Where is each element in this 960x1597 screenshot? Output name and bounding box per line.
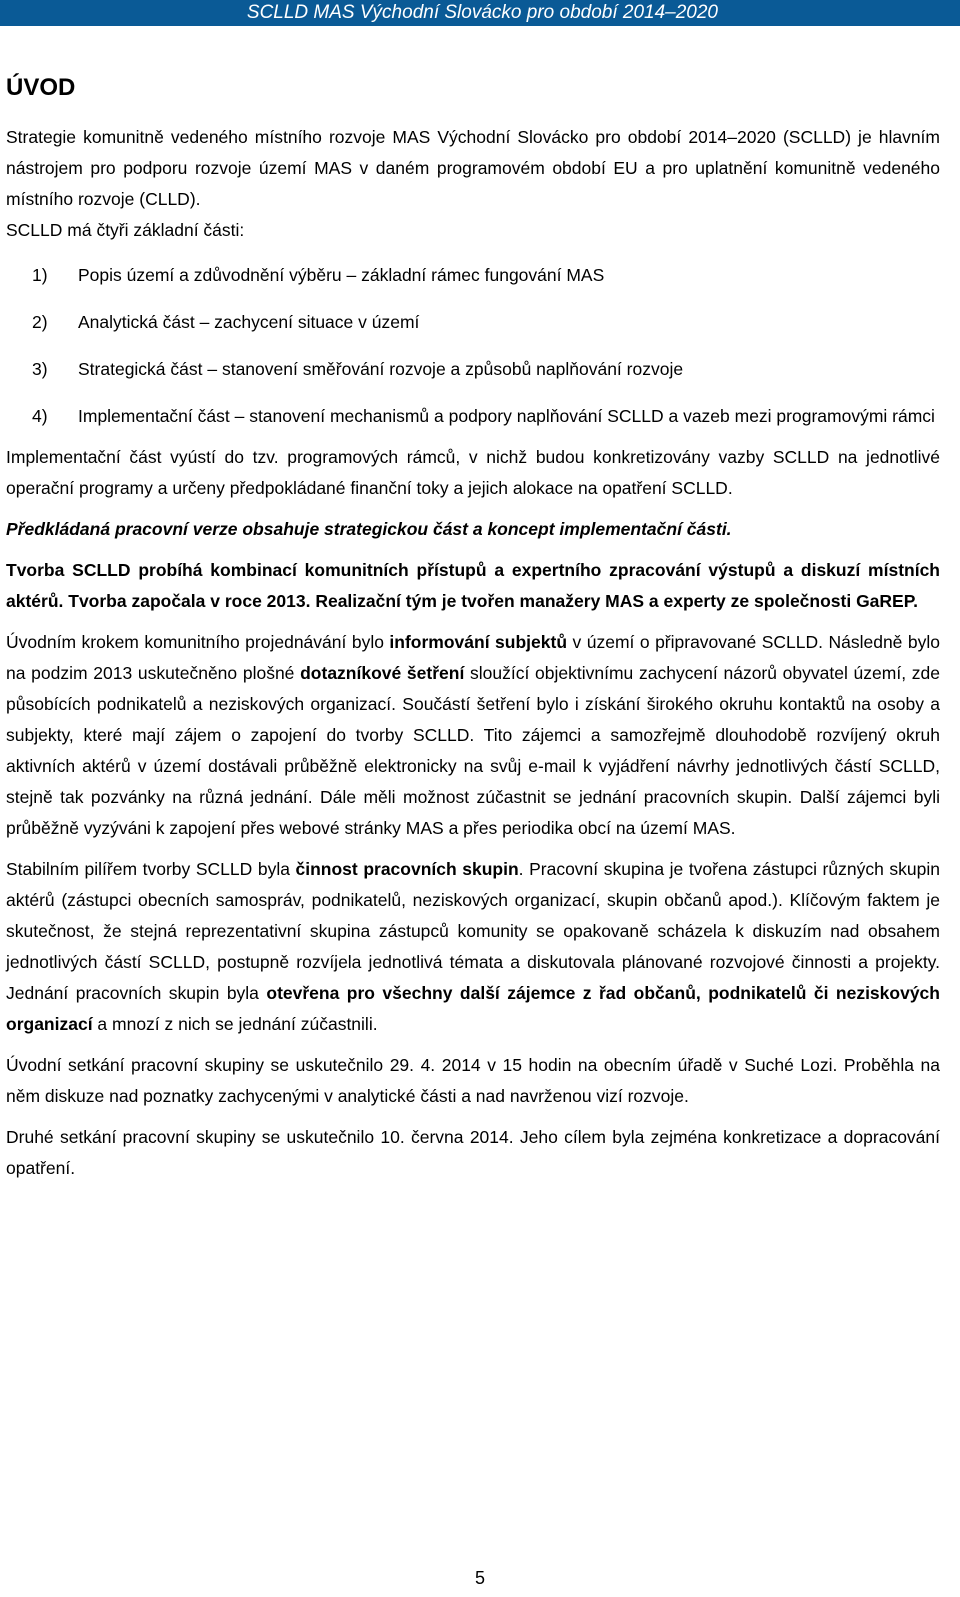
- document-body: [6, 68, 940, 1184]
- list-item-number: 2): [32, 312, 48, 332]
- emphasis-survey: dotazníkové šetření: [300, 663, 465, 683]
- text-run: v území o připravované SCLLD. Následně bylo na podzim 2013 uskutečněno plošné: [6, 632, 940, 683]
- parts-intro: SCLLD má čtyři základní části:: [6, 220, 245, 240]
- list-item-number: 4): [32, 406, 48, 426]
- parts-list: [6, 260, 940, 432]
- list-item: [6, 354, 940, 385]
- creation-paragraph: Tvorba SCLLD probíhá kombinací komunitních přístupů a expertního zpracování výstupů a diskuzí místních aktérů. Tvorba započala v roce 2013. Realizační tým je tvořen manažery MAS a experty ze společnosti GaREP.: [6, 560, 940, 611]
- list-item-number: 3): [32, 359, 48, 379]
- text-run: a mnozí z nich se jednání zúčastnili.: [92, 1014, 378, 1034]
- implementation-paragraph: Implementační část vyústí do tzv. programových rámců, v nichž budou konkretizovány vazby SCLLD na jednotlivé operační programy a určeny předpokládané finanční toky a jejich alokace na opatření SCLLD.: [6, 447, 940, 498]
- meeting-2-paragraph: Druhé setkání pracovní skupiny se uskutečnilo 10. června 2014. Jeho cílem byla zejména konkretizace a dopracování opatření.: [6, 1127, 940, 1178]
- header-title: SCLLD MAS Východní Slovácko pro období 2014–2020: [246, 2, 718, 23]
- list-item-number: 1): [32, 265, 48, 285]
- page-header: [0, 0, 960, 26]
- working-version-note: Předkládaná pracovní verze obsahuje strategickou část a koncept implementační části.: [6, 519, 732, 539]
- text-run: . Pracovní skupina je tvořena zástupci různých skupin aktérů (zástupci obecních samospráv, podnikatelů, neziskových organizací, skupin občanů apod.). Klíčovým faktem je skutečnost, že stejná reprezentativní skupina zástupců komunity se opakovaně scházela k diskuzím nad obsahem jednotlivých částí SCLLD, postupně rozvíjela jednotlivá témata a diskutovala plánované rozvojové činnosti a projekty. Jednání pracovních skupin byla: [6, 859, 940, 1003]
- list-item-text: Strategická část – stanovení směřování rozvoje a způsobů naplňování rozvoje: [78, 359, 684, 379]
- pillar-paragraph: [6, 854, 940, 1040]
- emphasis-working-groups: činnost pracovních skupin: [295, 859, 519, 879]
- list-item: [6, 260, 940, 291]
- meeting-1-paragraph: Úvodní setkání pracovní skupiny se uskutečnilo 29. 4. 2014 v 15 hodin na obecním úřadě v Suché Lozi. Proběhla na něm diskuze nad poznatky zachycenými v analytické části a nad navrženou vizí rozvoje.: [6, 1055, 940, 1106]
- emphasis-informing: informování subjektů: [389, 632, 568, 652]
- list-item-text: Popis území a zdůvodnění výběru – základní rámec fungování MAS: [78, 265, 605, 285]
- community-paragraph: [6, 627, 940, 844]
- section-heading: ÚVOD: [6, 74, 76, 101]
- list-item-text: Implementační část – stanovení mechanismů a podpory naplňování SCLLD a vazeb mezi programovými rámci: [78, 406, 935, 426]
- list-item-text: Analytická část – zachycení situace v území: [78, 312, 420, 332]
- list-item: [6, 307, 940, 338]
- page-number: 5: [474, 1568, 485, 1588]
- list-item: [6, 401, 940, 432]
- text-run: sloužící objektivnímu zachycení názorů obyvatel území, zde působících podnikatelů a neziskových organizací. Součástí šetření bylo i získání širokého okruhu kontaktů na osoby a subjekty, které mají zájem o zapojení do tvorby SCLLD. Tito zájemci a samozřejmě dlouhodobě rozvíjený okruh aktivních aktérů v území dostávali průběžně elektronicky na svůj e-mail k vyjádření návrhy jednotlivých částí SCLLD, stejně tak pozvánky na různá jednání. Dále měli možnost zúčastnit se jednání pracovních skupin. Další zájemci byli průběžně vyzýváni k zapojení přes webové stránky MAS a přes periodika obcí na území MAS.: [6, 663, 940, 838]
- text-run: Stabilním pilířem tvorby SCLLD byla: [6, 859, 296, 879]
- intro-paragraph: Strategie komunitně vedeného místního rozvoje MAS Východní Slovácko pro období 2014–2020 (SCLLD) je hlavním nástrojem pro podporu rozvoje území MAS v daném programovém období EU a pro uplatnění komunitně vedeného místního rozvoje (CLLD).: [6, 127, 940, 209]
- emphasis-open-meetings: otevřena pro všechny další zájemce z řad občanů, podnikatelů či neziskových organizací: [6, 983, 940, 1034]
- text-run: Úvodním krokem komunitního projednávání bylo: [6, 632, 390, 652]
